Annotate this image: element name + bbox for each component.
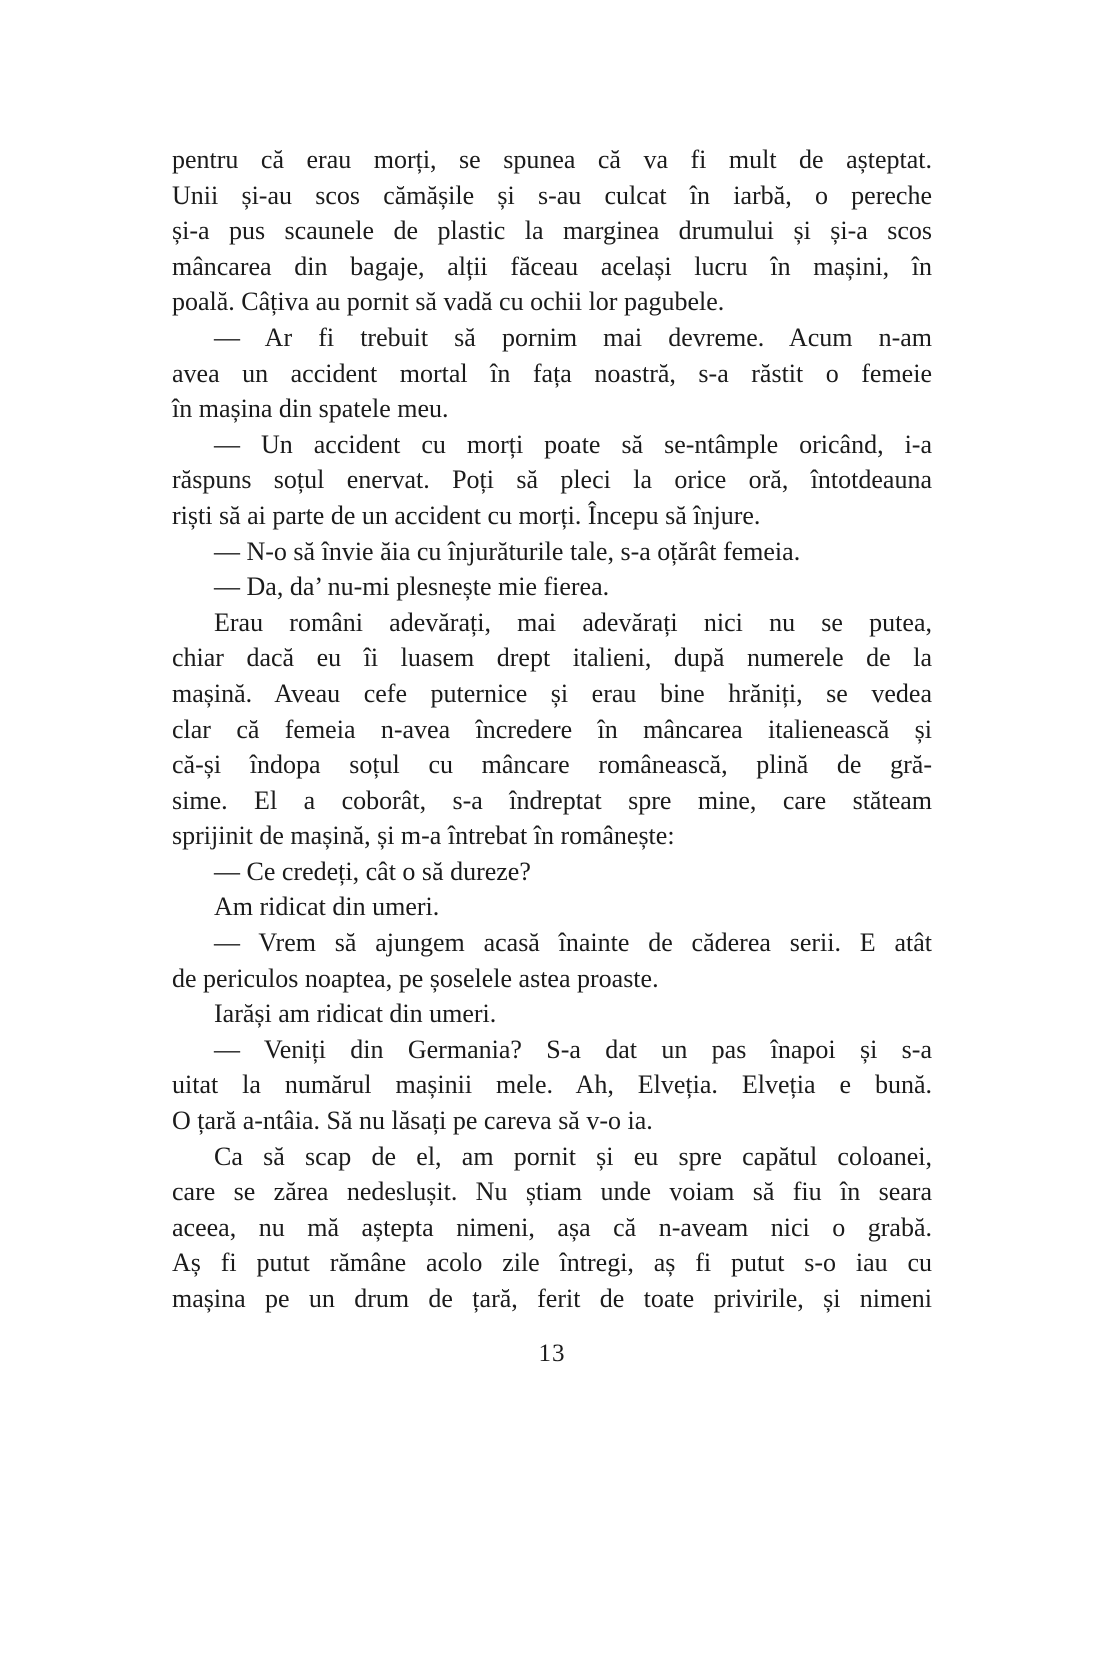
text-line: chiar dacă eu îi luasem drept italieni, după numerele de la <box>172 643 932 673</box>
text-line: — N-o să învie ăia cu înjurăturile tale, s-a oțărât femeia. <box>214 536 801 566</box>
text-line: O țară a-ntâia. Să nu lăsați pe careva să v-o ia. <box>172 1106 653 1136</box>
text-line: Iarăși am ridicat din umeri. <box>214 999 497 1029</box>
text-line: avea un accident mortal în fața noastră, s-a răstit o femeie <box>172 358 932 388</box>
text-line: Unii și-au scos cămășile și s-au culcat în iarbă, o pereche <box>172 180 932 210</box>
text-line: — Vrem să ajungem acasă înainte de căderea serii. E atât <box>214 928 932 958</box>
text-line: Erau români adevărați, mai adevărați nici nu se putea, <box>214 607 932 637</box>
text-line: răspuns soțul enervat. Poți să pleci la orice oră, întotdeauna <box>172 465 932 495</box>
text-line: uitat la numărul mașinii mele. Ah, Elveția. Elveția e bună. <box>172 1070 932 1100</box>
text-line: că-și îndopa soțul cu mâncare românească, plină de gră- <box>172 750 932 780</box>
text-line: Am ridicat din umeri. <box>214 892 440 922</box>
text-line: Aș fi putut rămâne acolo zile întregi, aș fi putut s-o iau cu <box>172 1248 932 1278</box>
text-line: mașina pe un drum de țară, ferit de toate privirile, și nimeni <box>172 1284 932 1313</box>
text-line: pentru că erau morți, se spunea că va fi mult de așteptat. <box>172 145 932 174</box>
text-line: de periculos noaptea, pe șoselele astea proaste. <box>172 963 659 993</box>
text-line: aceea, nu mă aștepta nimeni, așa că n-aveam nici o grabă. <box>172 1212 932 1242</box>
text-line: poală. Câțiva au pornit să vadă cu ochii lor pagubele. <box>172 287 725 317</box>
text-line: mâncarea din bagaje, alții făceau același lucru în mașini, în <box>172 251 932 281</box>
text-line: — Veniți din Germania? S-a dat un pas înapoi și s-a <box>214 1034 932 1064</box>
text-line: riști să ai parte de un accident cu morți. Începu să înjure. <box>172 500 761 530</box>
text-line: mașină. Aveau cefe puternice și erau bine hrăniți, se vedea <box>172 678 932 708</box>
text-line: sime. El a coborât, s-a îndreptat spre mine, care stăteam <box>172 785 932 815</box>
text-line: sprijinit de mașină, și m-a întrebat în românește: <box>172 821 675 851</box>
text-line: — Ce credeți, cât o să dureze? <box>214 856 531 886</box>
text-line: — Un accident cu morți poate să se-ntâmple oricând, i-a <box>214 429 932 459</box>
text-block <box>172 142 932 1317</box>
text-line: clar că femeia n-avea încredere în mâncarea italienească și <box>172 714 932 744</box>
text-line: — Ar fi trebuit să pornim mai devreme. Acum n-am <box>214 322 932 352</box>
text-line: în mașina din spatele meu. <box>172 394 449 424</box>
text-line: și-a pus scaunele de plastic la marginea drumului și și-a scos <box>172 216 932 246</box>
page-number: 13 <box>538 1340 566 1367</box>
text-line: care se zărea nedeslușit. Nu știam unde voiam să fiu în seara <box>172 1177 932 1207</box>
text-line: Ca să scap de el, am pornit și eu spre capătul coloanei, <box>214 1141 932 1171</box>
text-line: — Da, da’ nu-mi plesnește mie fierea. <box>214 572 610 602</box>
